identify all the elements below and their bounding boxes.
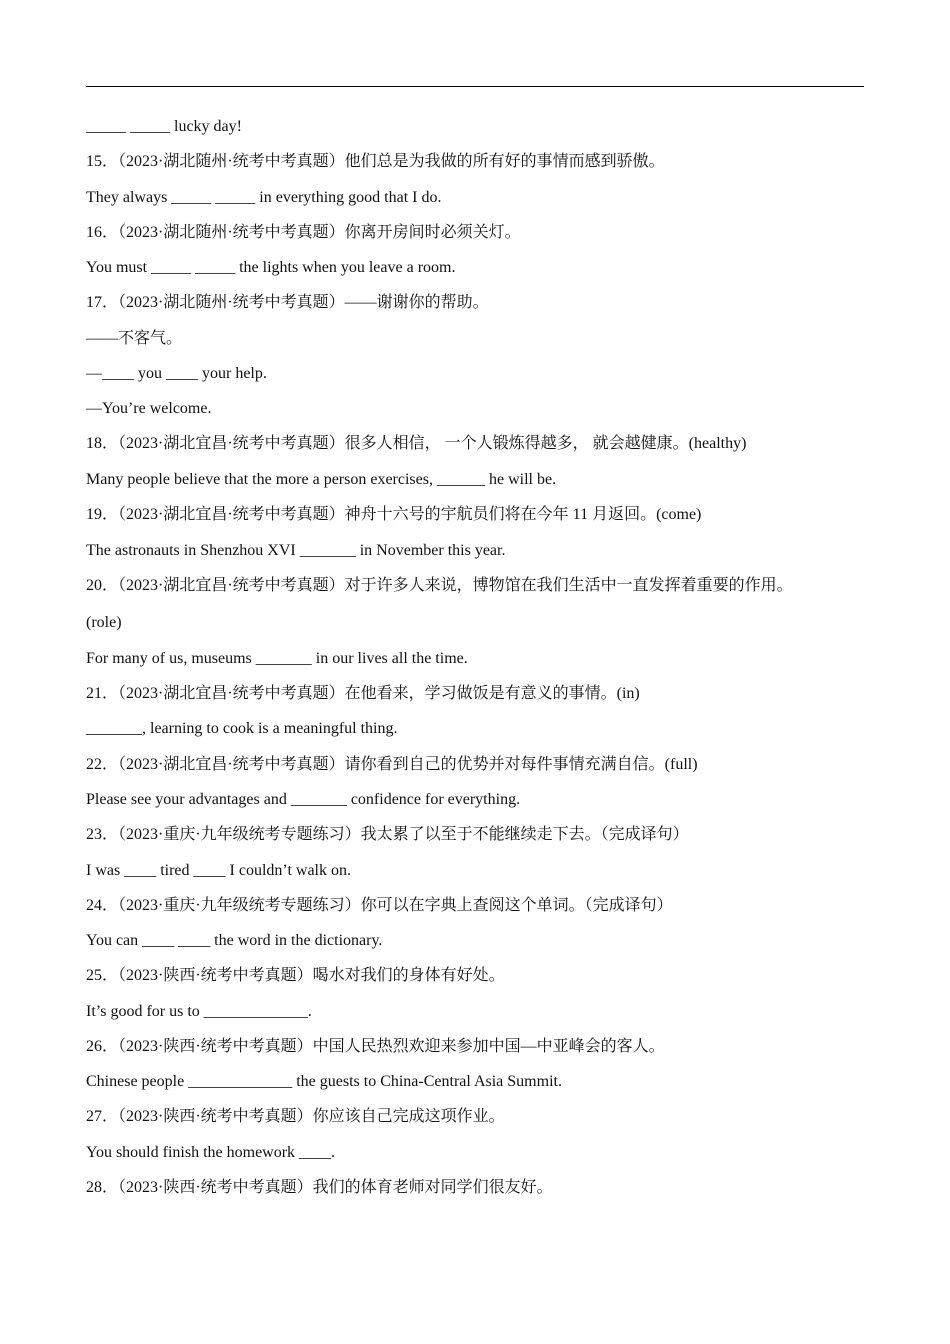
question-prompt: 23．（2023·重庆·九年级统考专题练习）我太累了以至于不能继续走下去。（完成译句） [86,826,689,843]
question-prompt: 18．（2023·湖北宜昌·统考中考真题）很多人相信， 一个人锻炼得越多， 就会越健康。(healthy) [86,435,747,452]
answer-line: Please see your advantages and _______ confidence for everything. [86,791,521,808]
answer-line: For many of us, museums _______ in our lives all the time. [86,650,468,667]
answer-line: _____ _____ lucky day! [86,118,242,135]
answer-line: You should finish the homework ____. [86,1144,336,1161]
question-prompt: 15．（2023·湖北随州·统考中考真题）他们总是为我做的所有好的事情而感到骄傲。 [86,153,665,170]
question-prompt: 24．（2023·重庆·九年级统考专题练习）你可以在字典上查阅这个单词。（完成译句） [86,897,673,914]
question-prompt: 28．（2023·陕西·统考中考真题）我们的体育老师对同学们很友好。 [86,1179,553,1196]
answer-line: You can ____ ____ the word in the dictionary. [86,932,383,949]
question-prompt: 27．（2023·陕西·统考中考真题）你应该自己完成这项作业。 [86,1108,505,1125]
answer-line: _______, learning to cook is a meaningful thing. [86,720,398,737]
question-prompt: 17．（2023·湖北随州·统考中考真题）——谢谢你的帮助。 [86,294,489,311]
answer-line: Chinese people _____________ the guests to China-Central Asia Summit. [86,1073,562,1090]
answer-line: —____ you ____ your help. [86,365,267,382]
answer-line: I was ____ tired ____ I couldn’t walk on. [86,862,351,879]
question-prompt: 16．（2023·湖北随州·统考中考真题）你离开房间时必须关灯。 [86,224,521,241]
answer-line: (role) [86,614,122,631]
question-prompt: 19．（2023·湖北宜昌·统考中考真题）神舟十六号的宇航员们将在今年 11 月返回。(come) [86,506,702,523]
question-prompt: 22．（2023·湖北宜昌·统考中考真题）请你看到自己的优势并对每件事情充满自信。(full) [86,756,698,773]
question-prompt: 20．（2023·湖北宜昌·统考中考真题）对于许多人来说，博物馆在我们生活中一直发挥着重要的作用。 [86,577,793,594]
answer-line: ——不客气。 [86,330,183,347]
answer-line: You must _____ _____ the lights when you leave a room. [86,259,456,276]
answer-line: Many people believe that the more a person exercises, ______ he will be. [86,471,557,488]
question-prompt: 21．（2023·湖北宜昌·统考中考真题）在他看来，学习做饭是有意义的事情。(in) [86,685,640,702]
answer-line: It’s good for us to _____________. [86,1003,312,1020]
answer-line: The astronauts in Shenzhou XVI _______ in November this year. [86,542,506,559]
question-prompt: 25．（2023·陕西·统考中考真题）喝水对我们的身体有好处。 [86,967,505,984]
header-rule [86,86,864,87]
answer-line: —You’re welcome. [86,400,212,417]
question-prompt: 26．（2023·陕西·统考中考真题）中国人民热烈欢迎来参加中国—中亚峰会的客人。 [86,1038,665,1055]
answer-line: They always _____ _____ in everything good that I do. [86,189,442,206]
